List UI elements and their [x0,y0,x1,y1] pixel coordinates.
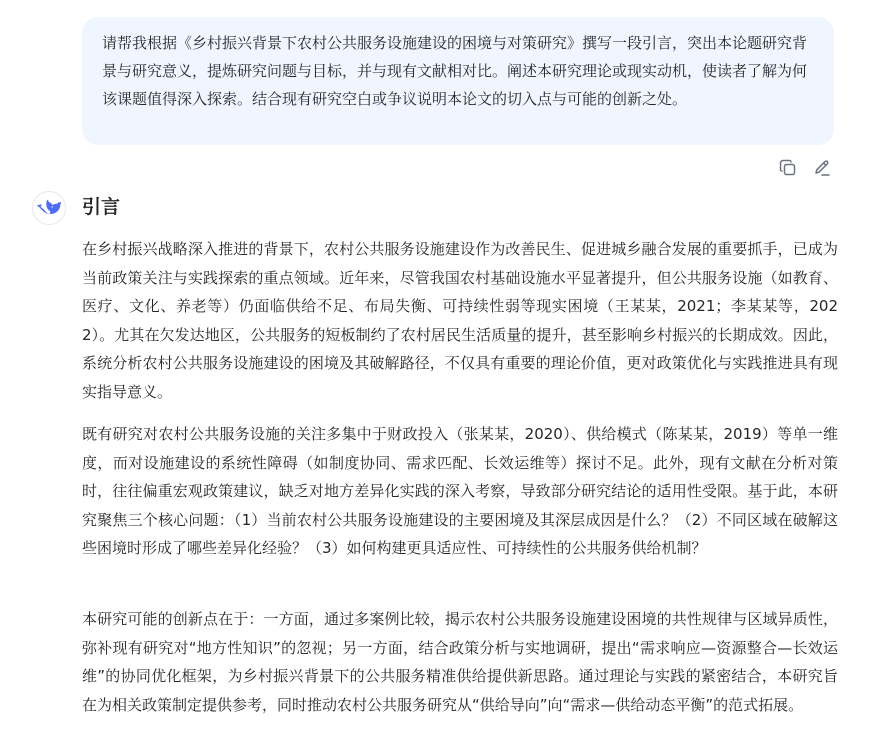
edit-icon [813,159,831,177]
user-message-text: 请帮我根据《乡村振兴背景下农村公共服务设施建设的困境与对策研究》撰写一段引言，突出本论题研究背景与研究意义，提炼研究问题与目标，并与现有文献相对比。阐述本研究理论或现实动机，使读者了解为何该课题值得深入探索。结合现有研究空白或争议说明本论文的切入点与可能的创新之处。 [102,34,808,109]
copy-button[interactable] [778,158,798,178]
copy-icon [779,159,797,177]
message-actions [778,158,832,178]
response-paragraph-3: 本研究可能的创新点在于：一方面，通过多案例比较，揭示农村公共服务设施建设困境的共性规律与区域异质性，弥补现有研究对“地方性知识”的忽视；另一方面，结合政策分析与实地调研，提出“需求响应—资源整合—长效运维”的协同优化框架，为乡村振兴背景下的公共服务精准供给提供新思路。通过理论与实践的紧密结合，本研究旨在为相关政策制定提供参考，同时推动农村公共服务研究从“供给导向”向“需求—供给动态平衡”的范式拓展。 [82,610,838,714]
assistant-avatar [32,191,66,225]
response-heading: 引言 [82,196,121,218]
user-message-bubble [82,17,834,145]
response-paragraph-1: 在乡村振兴战略深入推进的背景下，农村公共服务设施建设作为改善民生、促进城乡融合发展的重要抓手，已成为当前政策关注与实践探索的重点领域。近年来，尽管我国农村基础设施水平显著提升，但公共服务设施（如教育、医疗、文化、养老等）仍面临供给不足、布局失衡、可持续性弱等现实困境（王某某，2021；李某某等，2022）。尤其在欠发达地区，公共服务的短板制约了农村居民生活质量的提升，甚至影响乡村振兴的长期成效。因此，系统分析农村公共服务设施建设的困境及其破解路径，不仅具有重要的理论价值，更对政策优化与实践推进具有现实指导意义。 [82,240,838,401]
response-paragraph-2: 既有研究对农村公共服务设施的关注多集中于财政投入（张某某，2020）、供给模式（陈某某，2019）等单一维度，而对设施建设的系统性障碍（如制度协同、需求匹配、长效运维等）探讨不足。此外，现有文献在分析对策时，往往偏重宏观政策建议，缺乏对地方差异化实践的深入考察，导致部分研究结论的适用性受限。基于此，本研究聚焦三个核心问题：（1）当前农村公共服务设施建设的主要困境及其深层成因是什么？（2）不同区域在破解这些困境时形成了哪些差异化经验？（3）如何构建更具适应性、可持续性的公共服务供给机制？ [82,425,838,558]
assistant-response [82,192,842,714]
edit-button[interactable] [812,158,832,178]
whale-logo-icon [37,198,61,218]
